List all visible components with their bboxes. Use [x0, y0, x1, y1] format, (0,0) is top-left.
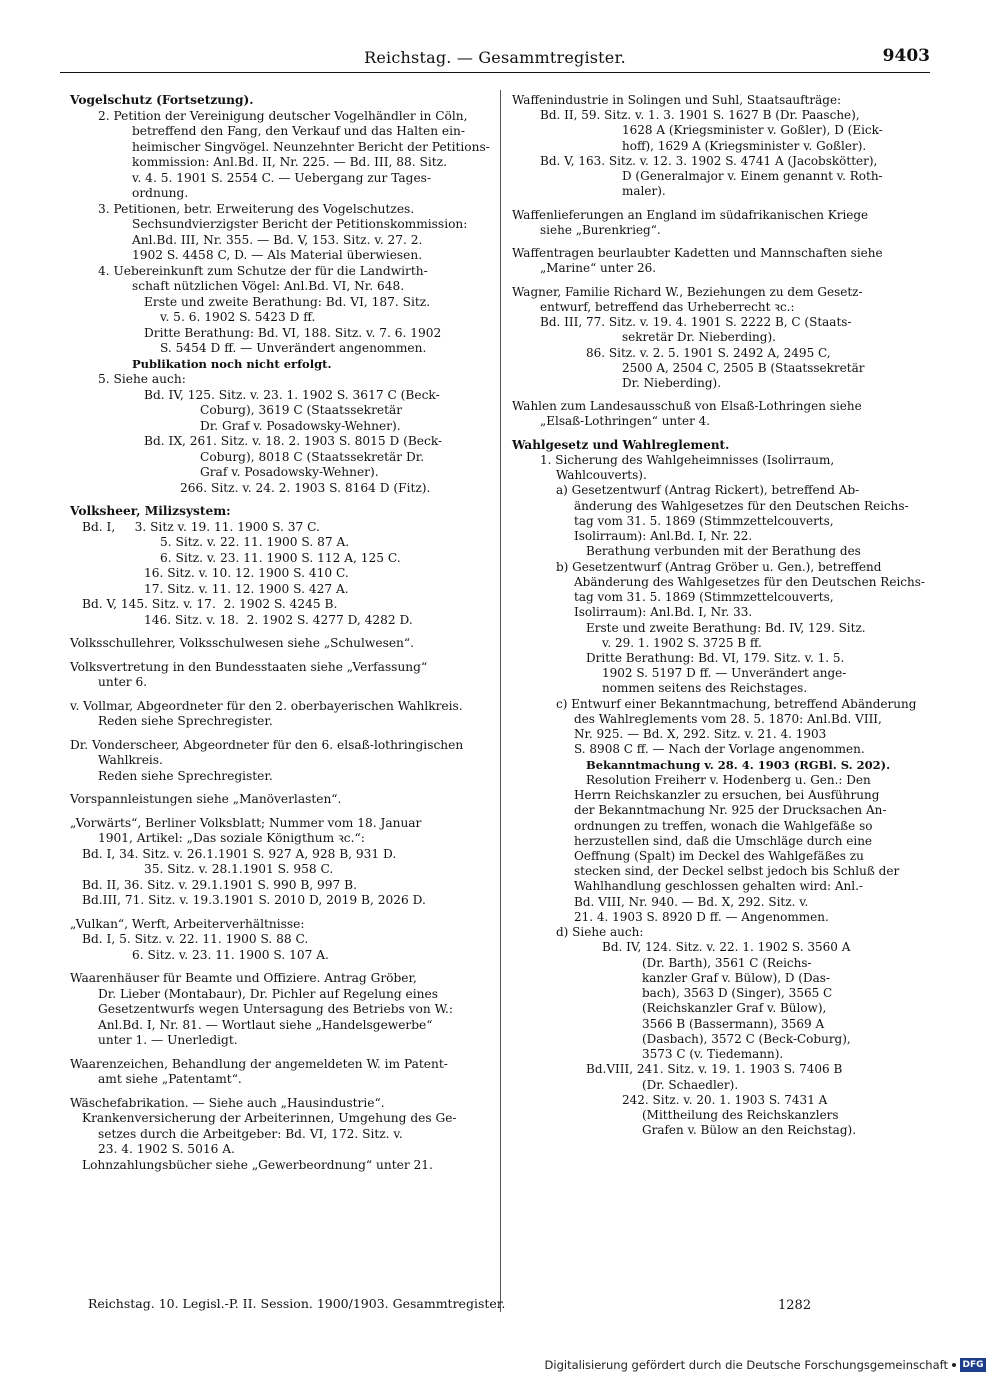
- bullet-icon: [952, 1363, 956, 1367]
- entry-line: ordnungen zu treffen, wonach die Wahlgefäße so: [574, 818, 873, 833]
- entry-line: Reden siehe Sprechregister.: [98, 714, 273, 728]
- entry-heading: Wäschefabrikation. — Siehe auch „Hausindustrie“.: [70, 1095, 385, 1110]
- entry-line: setzes durch die Arbeitgeber: Bd. VI, 172. Sitz. v.: [98, 1126, 403, 1141]
- entry-line: 1902 S. 4458 C, D. — Als Material überwiesen.: [132, 248, 423, 262]
- index-entry-volksschullehrer: [70, 636, 488, 652]
- entry-heading: „Vorwärts“, Berliner Volksblatt; Nummer vom 18. Januar: [70, 815, 422, 830]
- entry-line: Krankenversicherung der Arbeiterinnen, Umgehung des Ge-: [82, 1111, 457, 1125]
- entry-line: Dr. Nieberding).: [622, 375, 722, 390]
- entry-line: Dritte Berathung: Bd. VI, 188. Sitz. v. 7. 6. 1902: [144, 325, 442, 340]
- entry-line: amt siehe „Patentamt“.: [98, 1072, 242, 1086]
- entry-line: D (Generalmajor v. Einem genannt v. Roth-: [622, 169, 883, 184]
- entry-line: v. 5. 6. 1902 S. 5423 D ff.: [160, 310, 316, 324]
- entry-line: „Elsaß-Lothringen“ unter 4.: [540, 414, 711, 429]
- footer-source-line: Reichstag. 10. Legisl.-P. II. Session. 1900/1903. Gesammtregister.: [88, 1296, 506, 1311]
- index-entry-waffenindustrie: [512, 93, 927, 200]
- entry-line: Bd. VIII, Nr. 940. — Bd. X, 292. Sitz. v.: [574, 894, 809, 909]
- entry-line: 3566 B (Bassermann), 3569 A: [642, 1016, 825, 1031]
- entry-line: hoff), 1629 A (Kriegsminister v. Goßler).: [622, 138, 867, 153]
- entry-line: Bekanntmachung v. 28. 4. 1903 (RGBl. S. 202).: [586, 757, 891, 772]
- entry-line: Grafen v. Bülow an den Reichstag).: [642, 1123, 857, 1138]
- entry-line: 35. Sitz. v. 28.1.1901 S. 958 C.: [144, 862, 334, 876]
- index-entry-waffenlieferungen: [512, 208, 927, 238]
- entry-line: (Dasbach), 3572 C (Beck-Coburg),: [642, 1031, 851, 1046]
- entry-line: c) Entwurf einer Bekanntmachung, betreffend Abänderung: [556, 696, 917, 711]
- entry-heading: Waarenhäuser für Beamte und Offiziere. Antrag Gröber,: [70, 971, 417, 985]
- entry-line: Bd. III, 77. Sitz. v. 19. 4. 1901 S. 2222 B, C (Staats-: [540, 315, 852, 330]
- page-header: [60, 46, 930, 73]
- entry-line: Dr. Lieber (Montabaur), Dr. Pichler auf Regelung eines: [98, 986, 438, 1001]
- entry-heading: Volksvertretung in den Bundesstaaten siehe „Verfassung“: [70, 659, 428, 674]
- entry-line: siehe „Burenkrieg“.: [540, 222, 661, 237]
- entry-line: d) Siehe auch:: [556, 925, 644, 940]
- entry-line: sekretär Dr. Nieberding).: [622, 330, 776, 345]
- entry-line: Gesetzentwurfs wegen Untersagung des Betriebs von W.:: [98, 1002, 453, 1016]
- entry-line: Wahlkreis.: [98, 753, 163, 767]
- entry-line: 1902 S. 5197 D ff. — Unverändert ange-: [602, 666, 847, 681]
- entry-line: 6. Sitz. v. 23. 11. 1900 S. 112 A, 125 C.: [160, 550, 401, 565]
- entry-line: Bd. IV, 124. Sitz. v. 22. 1. 1902 S. 3560 A: [602, 940, 851, 955]
- entry-line: Herrn Reichskanzler zu ersuchen, bei Ausführung: [574, 788, 880, 803]
- entry-line: stecken sind, der Deckel selbst jedoch bis Schluß der: [574, 864, 900, 879]
- entry-heading: Waffentragen beurlaubter Kadetten und Mannschaften siehe: [512, 246, 883, 261]
- entry-line: kanzler Graf v. Bülow), D (Das-: [642, 970, 830, 985]
- index-entry-vollmar: [70, 699, 488, 730]
- entry-line: 4. Uebereinkunft zum Schutze der für die Landwirth-: [98, 263, 428, 278]
- index-entry-vorwaerts: [70, 816, 488, 909]
- entry-line: 2. Petition der Vereinigung deutscher Vogelhändler in Cöln,: [98, 108, 468, 123]
- entry-line: Dr. Graf v. Posadowsky-Wehner).: [200, 418, 401, 433]
- index-entry-waarenhaeuser: [70, 971, 488, 1049]
- index-entry-wahlgesetz: [512, 438, 927, 1139]
- entry-line: Bd. I, 5. Sitz. v. 22. 11. 1900 S. 88 C.: [82, 932, 309, 946]
- index-entry-waffentragen: [512, 246, 927, 276]
- entry-line: unter 1. — Unerledigt.: [98, 1033, 238, 1047]
- entry-line: Erste und zweite Berathung: Bd. IV, 129. Sitz.: [586, 620, 866, 635]
- entry-line: Dritte Berathung: Bd. VI, 179. Sitz. v. 1. 5.: [586, 650, 845, 665]
- entry-heading: „Vulkan“, Werft, Arbeiterverhältnisse:: [70, 916, 305, 931]
- entry-line: Bd. I, 34. Sitz. v. 26.1.1901 S. 927 A, 928 B, 931 D.: [82, 846, 397, 861]
- entry-line: tag vom 31. 5. 1869 (Stimmzettelcouverts,: [574, 513, 834, 528]
- entry-line: S. 8908 C ff. — Nach der Vorlage angenommen.: [574, 742, 865, 757]
- entry-line: 266. Sitz. v. 24. 2. 1903 S. 8164 D (Fitz).: [180, 480, 431, 495]
- entry-line: 1901, Artikel: „Das soziale Königthum ꝛc.“:: [98, 831, 365, 845]
- index-entry-volksheer: [70, 504, 488, 628]
- header-title: Reichstag. — Gesammtregister.: [364, 48, 626, 67]
- entry-line: Bd. II, 36. Sitz. v. 29.1.1901 S. 990 B, 997 B.: [82, 877, 358, 892]
- entry-line: nommen seitens des Reichstages.: [602, 681, 808, 696]
- entry-line: Wahlcouverts).: [556, 468, 647, 483]
- entry-line: (Mittheilung des Reichskanzlers: [642, 1108, 839, 1122]
- entry-line: 21. 4. 1903 S. 8920 D ff. — Angenommen.: [574, 909, 829, 924]
- entry-line: (Dr. Schaedler).: [642, 1077, 739, 1092]
- entry-line: tag vom 31. 5. 1869 (Stimmzettelcouverts,: [574, 590, 834, 605]
- entry-line: v. 29. 1. 1902 S. 3725 B ff.: [602, 635, 762, 650]
- entry-heading: Volksschullehrer, Volksschulwesen siehe „Schulwesen“.: [70, 636, 414, 650]
- entry-line: 6. Sitz. v. 23. 11. 1900 S. 107 A.: [132, 947, 329, 962]
- entry-line: änderung des Wahlgesetzes für den Deutschen Reichs-: [574, 498, 909, 513]
- entry-line: Bd.III, 71. Sitz. v. 19.3.1901 S. 2010 D, 2019 B, 2026 D.: [82, 893, 426, 907]
- entry-line: Anl.Bd. III, Nr. 355. — Bd. V, 153. Sitz. v. 27. 2.: [132, 232, 423, 247]
- index-entry-vorspannleistungen: [70, 792, 488, 808]
- dfg-logo: DFG: [960, 1358, 986, 1372]
- entry-line: 5. Siehe auch:: [98, 372, 186, 386]
- entry-line: 242. Sitz. v. 20. 1. 1903 S. 7431 A: [622, 1092, 828, 1107]
- entry-line: Bd. IX, 261. Sitz. v. 18. 2. 1903 S. 8015 D (Beck-: [144, 434, 443, 448]
- entry-line: 1. Sicherung des Wahlgeheimnisses (Isolirraum,: [540, 452, 835, 467]
- entry-line: 23. 4. 1902 S. 5016 A.: [98, 1142, 235, 1156]
- entry-heading: Wahlen zum Landesausschuß von Elsaß-Lothringen siehe: [512, 399, 862, 414]
- entry-line: 3. Petitionen, betr. Erweiterung des Vogelschutzes.: [98, 201, 415, 216]
- entry-heading: Vogelschutz (Fortsetzung).: [70, 93, 254, 107]
- entry-line: heimischer Singvögel. Neunzehnter Bericht der Petitions-: [132, 139, 490, 154]
- entry-line: Resolution Freiherr v. Hodenberg u. Gen.: Den: [586, 772, 871, 787]
- index-entry-wagner: [512, 285, 927, 392]
- entry-line: a) Gesetzentwurf (Antrag Rickert), betreffend Ab-: [556, 483, 860, 498]
- index-entry-volksvertretung: [70, 660, 488, 691]
- entry-line: kommission: Anl.Bd. II, Nr. 225. — Bd. III, 88. Sitz.: [132, 155, 447, 169]
- index-entry-waarenzeichen: [70, 1057, 488, 1088]
- entry-line: (Reichskanzler Graf v. Bülow),: [642, 1001, 827, 1016]
- entry-line: Bd. IV, 125. Sitz. v. 23. 1. 1902 S. 3617 C (Beck-: [144, 387, 440, 402]
- entry-line: Bd. V, 145. Sitz. v. 17. 2. 1902 S. 4245 B.: [82, 597, 338, 611]
- entry-heading: Waffenlieferungen an England im südafrikanischen Kriege: [512, 207, 869, 222]
- entry-line: Berathung verbunden mit der Berathung des: [586, 544, 861, 559]
- entry-line: der Bekanntmachung Nr. 925 der Drucksachen An-: [574, 803, 887, 818]
- entry-heading: Wagner, Familie Richard W., Beziehungen zu dem Gesetz-: [512, 284, 863, 299]
- index-entry-vulkan: [70, 917, 488, 964]
- entry-line: Erste und zweite Berathung: Bd. VI, 187. Sitz.: [144, 294, 431, 309]
- entry-line: 3573 C (v. Tiedemann).: [642, 1047, 784, 1062]
- entry-line: Bd.VIII, 241. Sitz. v. 19. 1. 1903 S. 7406 B: [586, 1062, 843, 1077]
- left-column: [70, 93, 488, 1181]
- entry-line: (Dr. Barth), 3561 C (Reichs-: [642, 955, 812, 970]
- entry-heading: Volksheer, Milizsystem:: [70, 504, 231, 518]
- entry-line: Reden siehe Sprechregister.: [98, 768, 273, 783]
- entry-line: b) Gesetzentwurf (Antrag Gröber u. Gen.), betreffend: [556, 559, 882, 574]
- entry-line: Bd. II, 59. Sitz. v. 1. 3. 1901 S. 1627 B (Dr. Paasche),: [540, 108, 860, 123]
- entry-line: Lohnzahlungsbücher siehe „Gewerbeordnung“ unter 21.: [82, 1157, 433, 1172]
- digitization-credit: [545, 1358, 986, 1372]
- entry-line: entwurf, betreffend das Urheberrecht ꝛc.:: [540, 299, 795, 314]
- entry-heading: Waarenzeichen, Behandlung der angemeldeten W. im Patent-: [70, 1056, 448, 1071]
- entry-line: unter 6.: [98, 675, 148, 689]
- entry-line: Isolirraum): Anl.Bd. I, Nr. 33.: [574, 605, 753, 620]
- entry-line: 5. Sitz. v. 22. 11. 1900 S. 87 A.: [160, 535, 350, 549]
- entry-heading: Wahlgesetz und Wahlreglement.: [512, 437, 730, 452]
- entry-line: Coburg), 3619 C (Staatssekretär: [200, 403, 403, 417]
- right-column: [512, 93, 927, 1146]
- entry-line: „Marine“ unter 26.: [540, 261, 657, 276]
- column-divider: [500, 90, 501, 1312]
- entry-line: 17. Sitz. v. 11. 12. 1900 S. 427 A.: [144, 581, 349, 596]
- index-entry-vonderscheer: [70, 738, 488, 785]
- index-entry-vogelschutz: [70, 93, 488, 496]
- entry-heading: Dr. Vonderscheer, Abgeordneter für den 6. elsaß-lothringischen: [70, 737, 464, 752]
- entry-line: betreffend den Fang, den Verkauf und das Halten ein-: [132, 124, 465, 138]
- footer-page-mark: 1282: [778, 1298, 812, 1313]
- entry-heading: v. Vollmar, Abgeordneter für den 2. oberbayerischen Wahlkreis.: [70, 698, 463, 713]
- entry-line: Abänderung des Wahlgesetzes für den Deutschen Reichs-: [574, 574, 925, 589]
- index-entry-wahlen: [512, 399, 927, 429]
- entry-line: Nr. 925. — Bd. X, 292. Sitz. v. 21. 4. 1903: [574, 727, 827, 742]
- entry-heading: Waffenindustrie in Solingen und Suhl, Staatsaufträge:: [512, 93, 842, 107]
- entry-line: schaft nützlichen Vögel: Anl.Bd. VI, Nr. 648.: [132, 279, 405, 293]
- entry-line: 1628 A (Kriegsminister v. Goßler), D (Eick-: [622, 123, 883, 138]
- entry-line: Wahlhandlung geschlossen gehalten wird: Anl.-: [574, 879, 863, 894]
- entry-line: 16. Sitz. v. 10. 12. 1900 S. 410 C.: [144, 566, 349, 580]
- entry-line: 86. Sitz. v. 2. 5. 1901 S. 2492 A, 2495 C,: [586, 345, 831, 360]
- entry-line: Anl.Bd. I, Nr. 81. — Wortlaut siehe „Handelsgewerbe“: [98, 1017, 433, 1032]
- entry-line: Isolirraum): Anl.Bd. I, Nr. 22.: [574, 529, 753, 544]
- index-entry-waeschefabrikation: [70, 1096, 488, 1174]
- entry-line: Graf v. Posadowsky-Wehner).: [200, 465, 379, 479]
- entry-line: 146. Sitz. v. 18. 2. 1902 S. 4277 D, 4282 D.: [144, 612, 413, 627]
- entry-line: ordnung.: [132, 186, 189, 200]
- entry-line: Publikation noch nicht erfolgt.: [132, 356, 332, 371]
- entry-line: Coburg), 8018 C (Staatssekretär Dr.: [200, 449, 425, 464]
- entry-line: Sechsundvierzigster Bericht der Petitionskommission:: [132, 217, 468, 231]
- entry-line: 2500 A, 2504 C, 2505 B (Staatssekretär: [622, 360, 865, 375]
- entry-line: des Wahlreglements vom 28. 5. 1870: Anl.Bd. VIII,: [574, 711, 882, 726]
- entry-heading: Vorspannleistungen siehe „Manöverlasten“.: [70, 792, 342, 806]
- entry-line: Bd. I, 3. Sitz v. 19. 11. 1900 S. 37 C.: [82, 519, 320, 534]
- entry-line: bach), 3563 D (Singer), 3565 C: [642, 986, 833, 1001]
- entry-line: maler).: [622, 184, 666, 199]
- entry-line: Bd. V, 163. Sitz. v. 12. 3. 1902 S. 4741 A (Jacobskötter),: [540, 153, 878, 168]
- entry-line: herzustellen sind, daß die Umschläge durch eine: [574, 833, 873, 848]
- page-number: 9403: [882, 46, 930, 66]
- digitization-text: Digitalisierung gefördert durch die Deutsche Forschungsgemeinschaft: [544, 1358, 948, 1372]
- entry-line: Oeffnung (Spalt) im Deckel des Wahlgefäßes zu: [574, 849, 864, 864]
- entry-line: S. 5454 D ff. — Unverändert angenommen.: [160, 341, 427, 355]
- entry-line: v. 4. 5. 1901 S. 2554 C. — Uebergang zur Tages-: [132, 170, 432, 185]
